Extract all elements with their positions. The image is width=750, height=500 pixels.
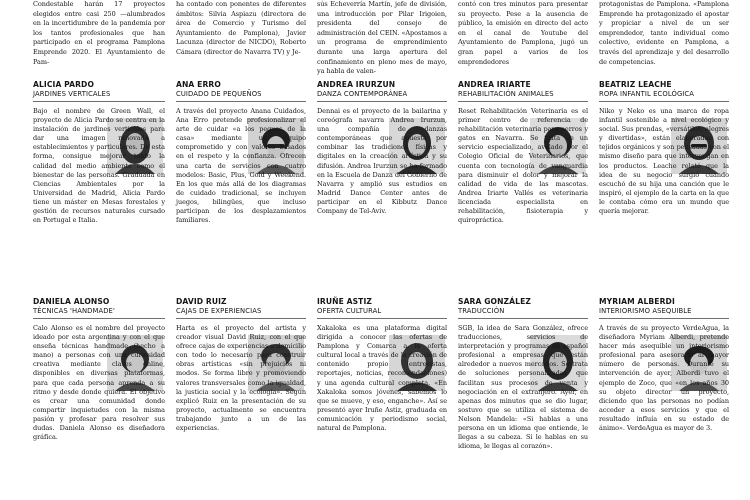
profile-name: MYRIAM ALBERDI [599,297,675,306]
profile-text: A través de su proyecto VerdeAgua, la diseñadora Myriam Alberdi, pretende hacer más asequible un interiorismo profesional para asesorarlo al mayor número de personas. Durante su intervención de ayer, Alberdi tuvo el ejemplo de Zoco, que «en los años 30 su objeto director un proyecto, diciendo que las personas no podían acceder a esos servicios y que el resultado influía en su estado de ánimo». VerdeAgua es mayor de 3. [599,324,729,433]
profile-name: BEATRIZ LEACHE [599,80,672,89]
article-text: protagonistas de Pamplona. «Pamplona Emprende ha protagonizado el apostar y propiciar a nivel de un ser emprendedor, tanto individual como colectivo, evidente en Pamplona, a través del aprendizaje y del desarrollo de competencias. [599,0,729,66]
profile-card [176,80,306,292]
profile-name: DAVID RUIZ [176,297,227,306]
article-column-5 [599,0,729,68]
profile-role: DANZA CONTEMPORÁNEA [317,90,447,102]
profile-card [599,80,729,292]
profile-card [176,297,306,500]
article-text: Condestable harán 17 proyectos elegidos entre casi 250 —alumbrados en la incertidumbre de la pandemia por los tantos profesionales que han participado en el programa Pamplona Emprende 2020. El Ayuntamiento de Pam- [33,0,165,66]
profile-name: SARA GONZÁLEZ [458,297,531,306]
profile-card [317,297,447,500]
profile-role: TÉCNICAS 'HANDMADE' [33,307,165,319]
profile-role: INTERIORISMO ASEQUIBLE [599,307,729,319]
article-column-2 [176,0,306,68]
article-text: ha contado con ponentes de diferentes ámbitos: Silvia Aspiazu (directora de área de Comercio y Turismo del Ayuntamiento de Pamplona), Javier Lacunza (director de NICDO), Roberto Cámara (director de Navarra TV) y Je- [176,0,306,56]
profile-text: SGB, la idea de Sara González, ofrece traducciones, servicios de interpretación y programas de español profesional a empresas que están alrededor a nuevos mercados. Se trata de soluciones personalizadas que facilitan sus procesos de venta y negociación en el extranjero. Ayer, en apenas dos minutos que se dio lugar, sostuvo que se utiliza el sistema de Nelson Mandela: «Si hablas a una persona en un idioma que entiende, le llegas a su cabeza. Si le hablas en su idioma, le llegas al corazón». [458,324,588,451]
profile-name: ANDREA IRIARTE [458,80,531,89]
profile-role: JARDINES VERTICALES [33,90,165,102]
profile-card [317,80,447,292]
article-column-4 [458,0,588,68]
profile-card [458,297,588,500]
profile-role: CAJAS DE EXPERIENCIAS [176,307,306,319]
article-text: contó con tres minutos para presentar su proyecto. Pese a la ausencia de público, la emisión en directo del acto en el canal de Youtube del Ayuntamiento de Pamplona, jugó un gran papel a varios de los emprendedores [458,0,588,66]
profile-text: Harta es el proyecto del artista y creador visual David Ruiz, con el que ofrece cajas de experiencias a domicilio con todo lo necesario para construir obras artísticas «sin prejuicios ni modos. Se forma libre y promoviendo valores transversales como la igualdad, la justicia social y la ecología». Según explicó Ruiz en la presentación de su proyecto, actualmente se encuentra trabajando junto a un de las experiencias. [176,324,306,433]
profile-text: Reset Rehabilitación Veterinaria es el primer centro de referencia de rehabilitación veterinaria para perros y gatos en Navarra. Se trata de un servicio especializado, avalado por el Colegio Oficial de Veterinarios, que cuenta con tecnología de vanguardia para disminuir el dolor y mejorar la calidad de vida de las mascotas. Andrea Iriarte Vallés es veterinaria licenciada especialista en rehabilitación, fisioterapia y quiropráctica. [458,107,588,225]
profile-name: DANIELA ALONSO [33,297,110,306]
profile-text: Calo Alonso es el nombre del proyecto ideado por esta argentina y con el que enseña técnicas handmade (hecho a mano) a personas con una curiosidad creativa mediante clases online, disponibles en diversas plataformas, para que cada persona aprenda a su ritmo y desde donde quiera. El objetivo es crear una comunidad donde compartir inquietudes con la misma pasión y profesar para resolver sus dudas. Daniela Alonso es diseñadora gráfica. [33,324,165,442]
profile-text: Niko y Neko es una marca de ropa infantil sostenible a nivel ecológico y social. Sus prendas, «versátiles, alegres y divertidas», están elaboradas con tejidos orgánicos y son pensadas con el mismo diseño para que intervengan en los productos. Leache relató que la idea de su negocio surgió cuando escuchó de su hija una canción que le inspiró, el ejemplo de la carta en la que le contaba cómo era un mundo que quería mejorar. [599,107,730,216]
profile-card [33,80,165,292]
profile-text: Xakaloka es una plataforma digital dirigida a conocer las ofertas de Pamplona y Comarca a la oferta cultural local a través de la creación de contenido propio (entrevistas, reportajes, noticias, recomendaciones) y una agenda cultural completa. «En Xakaloka somos jóvenes, sabemos lo que se mueve, y eso, enganche». Así se presentó ayer Iruñe Astiz, graduada en comunicación y periodismo social, natural de Pamplona. [317,324,447,433]
profile-card [458,80,588,292]
profile-card [33,297,165,500]
profile-role: ROPA INFANTIL ECOLÓGICA [599,90,729,102]
article-text: sús Echeverría Martín, jefe de división, una introducción por Pilar Irigoien, presidenta del consejo de administración del CEIN. «Apostamos a un programa de emprendimiento durante una larga apertura del confinamiento en pleno mes de mayo, ya habla de valen- [317,0,447,76]
profile-name: ALICIA PARDO [33,80,95,89]
profile-role: REHABILITACIÓN ANIMALES [458,90,588,102]
profile-card [599,297,729,500]
article-column-3 [317,0,447,76]
profile-name: ANA ERRO [176,80,221,89]
profile-role: TRADUCCIÓN [458,307,588,319]
profile-text: Dennai es el proyecto de la bailarina y coreógrafa navarra Andrea Irurzun, una compañía de danzas contemporáneas que apuesta por combinar las tradiciones físicas y digitales en la creación artística y su difusión. Andrea Irurzun se ha formado en la Escuela de Danza del Gobierno de Navarra y amplió sus estudios en Madrid Dance Center antes de participar en el Kibbutz Dance Company de Tel-Aviv. [317,107,447,216]
profile-name: ANDREA IRURZUN [317,80,396,89]
profile-text: A través del proyecto Anana Cuidados, Ana Erro pretende profesionalizar el arte de cuidar «a los peques de la casa» mediante un equipo comprometido y con valores basados en el respeto y la confianza. Ofrecen una carta de servicios con cuatro modelos: Basic, Plus, Gold y Weekend. En los que más allá de los diagramas de cuidado tradicional, se incluyen juegos, bilingües, que incluso participan de los desplazamientos familiares. [176,107,306,225]
profile-role: CUIDADO DE PEQUEÑOS [176,90,306,102]
profile-role: OFERTA CULTURAL [317,307,447,319]
article-column-1 [33,0,165,68]
profile-name: IRUÑE ASTIZ [317,297,372,306]
profile-text: Bajo el nombre de Green Wall, el proyecto de Alicia Pardo se centra en la instalación de jardines verticales para dar una imagen renovada a establecimientos y particulares. De esta forma, consigue mejorar tanto la calidad del medio ambiente como el bienestar de las personas. Graduada en Ciencias Ambientales por la Universidad de Madrid, Alicia Pardo tiene un máster en Mesas forestales y gestión de recursos naturales cursado en Portugal e Italia. [33,107,165,225]
